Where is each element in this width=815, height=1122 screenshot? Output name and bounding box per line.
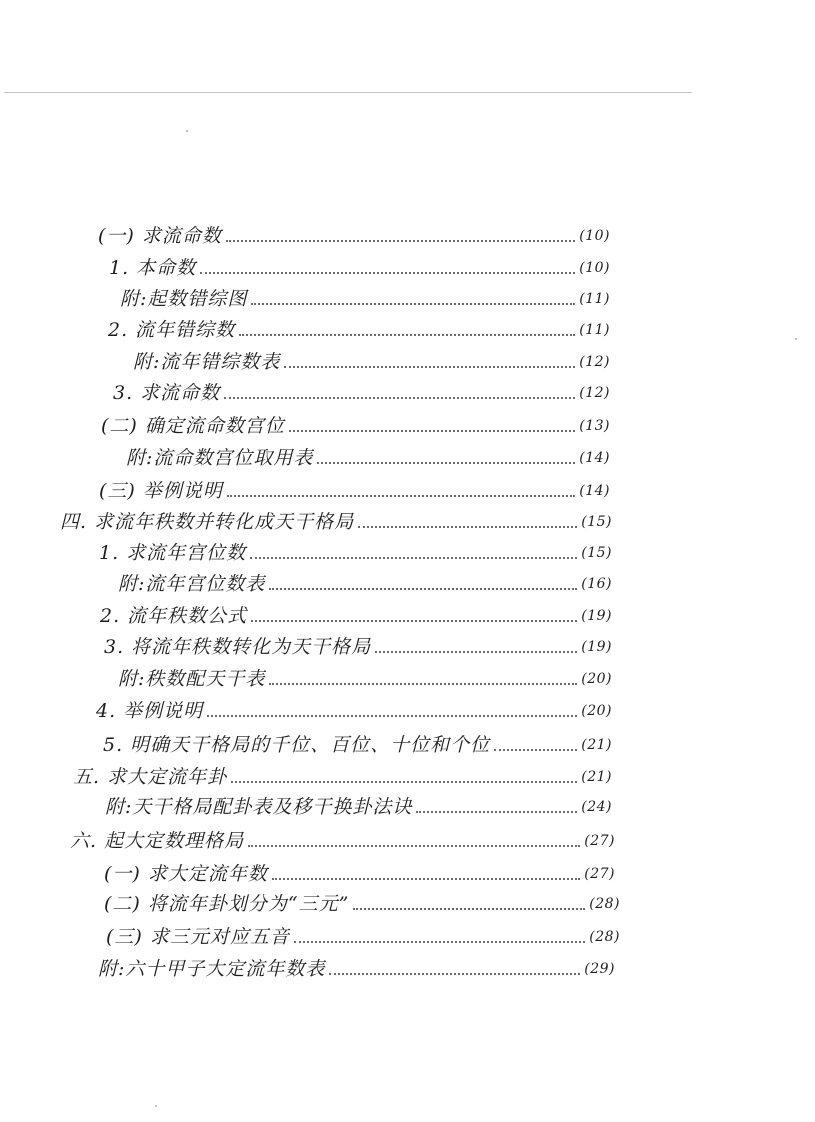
dot-leader: [353, 908, 585, 910]
toc-page-number: (11): [579, 322, 610, 338]
toc-entry: [104, 892, 620, 916]
dot-leader: [231, 781, 577, 783]
toc-entry: [126, 446, 610, 470]
toc-entry: [113, 381, 610, 405]
toc-entry: [101, 414, 610, 438]
toc-entry-label: 2. 流年秩数公式: [100, 605, 248, 627]
toc-page-number: (12): [579, 354, 610, 370]
dot-leader: [289, 430, 575, 432]
toc-page-number: (29): [584, 961, 615, 977]
toc-page-number: (11): [579, 291, 610, 307]
toc-entry: [133, 350, 610, 374]
toc-entry: [120, 287, 610, 311]
dot-leader: [224, 397, 575, 399]
toc-entry-label: (一) 求大定流年数: [104, 863, 268, 885]
dot-leader: [416, 811, 577, 813]
toc-entry: [105, 795, 612, 819]
toc-entry: [118, 667, 612, 691]
toc-entry-label: 3. 求流命数: [113, 382, 221, 404]
dot-leader: [494, 749, 577, 751]
dot-leader: [358, 526, 577, 528]
dot-leader: [200, 272, 575, 274]
toc-entry-label: 附:起数错综图: [120, 288, 248, 310]
toc-entry: [60, 510, 612, 534]
toc-entry: [109, 256, 610, 280]
toc-page-number: (20): [581, 703, 612, 719]
toc-page-number: (19): [581, 639, 612, 655]
dot-leader: [248, 845, 580, 847]
toc-entry-label: (二) 确定流命数宫位: [101, 415, 285, 437]
toc-entry: [99, 541, 612, 565]
toc-entry-label: (三) 举例说明: [99, 480, 223, 502]
dot-leader: [269, 683, 577, 685]
toc-page-number: (27): [584, 833, 615, 849]
toc-entry-label: 四. 求流年秩数并转化成天干格局: [60, 511, 355, 533]
toc-entry: [73, 765, 612, 789]
dot-leader: [239, 334, 575, 336]
toc-entry: [100, 604, 612, 628]
dot-leader: [284, 366, 575, 368]
toc-page-number: (24): [581, 799, 612, 815]
toc-entry: [70, 829, 615, 853]
toc-page-number: (12): [579, 385, 610, 401]
dot-leader: [227, 495, 575, 497]
toc-page-number: (27): [584, 866, 615, 882]
toc-entry-label: 附:流年宫位数表: [118, 573, 266, 595]
toc-page-number: (15): [581, 514, 612, 530]
toc-entry-label: 附:秩数配天干表: [118, 668, 266, 690]
toc-entry: [108, 318, 610, 342]
toc-entry-label: (三) 求三元对应五音: [106, 926, 290, 948]
toc-entry: [106, 925, 620, 949]
dot-leader: [272, 878, 580, 880]
toc-entry: [98, 224, 610, 248]
toc-entry: [118, 572, 612, 596]
toc-page-number: (16): [581, 576, 612, 592]
toc-entry-label: 1. 本命数: [109, 257, 197, 279]
dot-leader: [207, 715, 577, 717]
toc-page-number: (21): [581, 769, 612, 785]
toc-entry-label: 2. 流年错综数: [108, 319, 236, 341]
toc-page-number: (28): [589, 929, 620, 945]
toc-page-number: (21): [581, 737, 612, 753]
toc-entry-label: 附:流命数宫位取用表: [126, 447, 314, 469]
toc-entry: [103, 733, 612, 757]
dot-leader: [251, 303, 575, 305]
toc-entry: [104, 635, 612, 659]
toc-page-number: (15): [581, 545, 612, 561]
toc-page-number: (20): [581, 671, 612, 687]
dot-leader: [251, 620, 577, 622]
toc-entry: [99, 479, 610, 503]
toc-entry-label: 附:流年错综数表: [133, 351, 281, 373]
toc-page-number: (14): [579, 450, 610, 466]
dot-leader: [269, 588, 577, 590]
toc-entry-label: 1. 求流年宫位数: [99, 542, 247, 564]
toc-entry: [98, 957, 615, 981]
dot-leader: [226, 240, 575, 242]
toc-entry-label: (二) 将流年卦划分为“三元”: [104, 893, 350, 915]
toc-page-number: (10): [579, 228, 610, 244]
toc-page-number: (10): [579, 260, 610, 276]
dot-leader: [329, 973, 580, 975]
toc-entry-label: 4. 举例说明: [96, 700, 204, 722]
toc-entry-label: 5. 明确天干格局的千位、百位、十位和个位: [103, 734, 491, 756]
dot-leader: [294, 941, 585, 943]
toc-entry-label: 五. 求大定流年卦: [73, 766, 228, 788]
toc-page-number: (13): [579, 418, 610, 434]
toc-entry-label: 附:天干格局配卦表及移干换卦法诀: [105, 796, 413, 818]
dot-leader: [375, 651, 577, 653]
toc-entry-label: 六. 起大定数理格局: [70, 830, 245, 852]
toc-entry-label: 附:六十甲子大定流年数表: [98, 958, 326, 980]
dot-leader: [317, 462, 575, 464]
toc-page-number: (14): [579, 483, 610, 499]
toc-entry-label: 3. 将流年秩数转化为天干格局: [104, 636, 372, 658]
dot-leader: [250, 557, 577, 559]
toc-page-number: (28): [589, 896, 620, 912]
toc-entry-label: (一) 求流命数: [98, 225, 222, 247]
toc-entry: [104, 862, 615, 886]
toc-page-number: (19): [581, 608, 612, 624]
toc-entry: [96, 699, 612, 723]
